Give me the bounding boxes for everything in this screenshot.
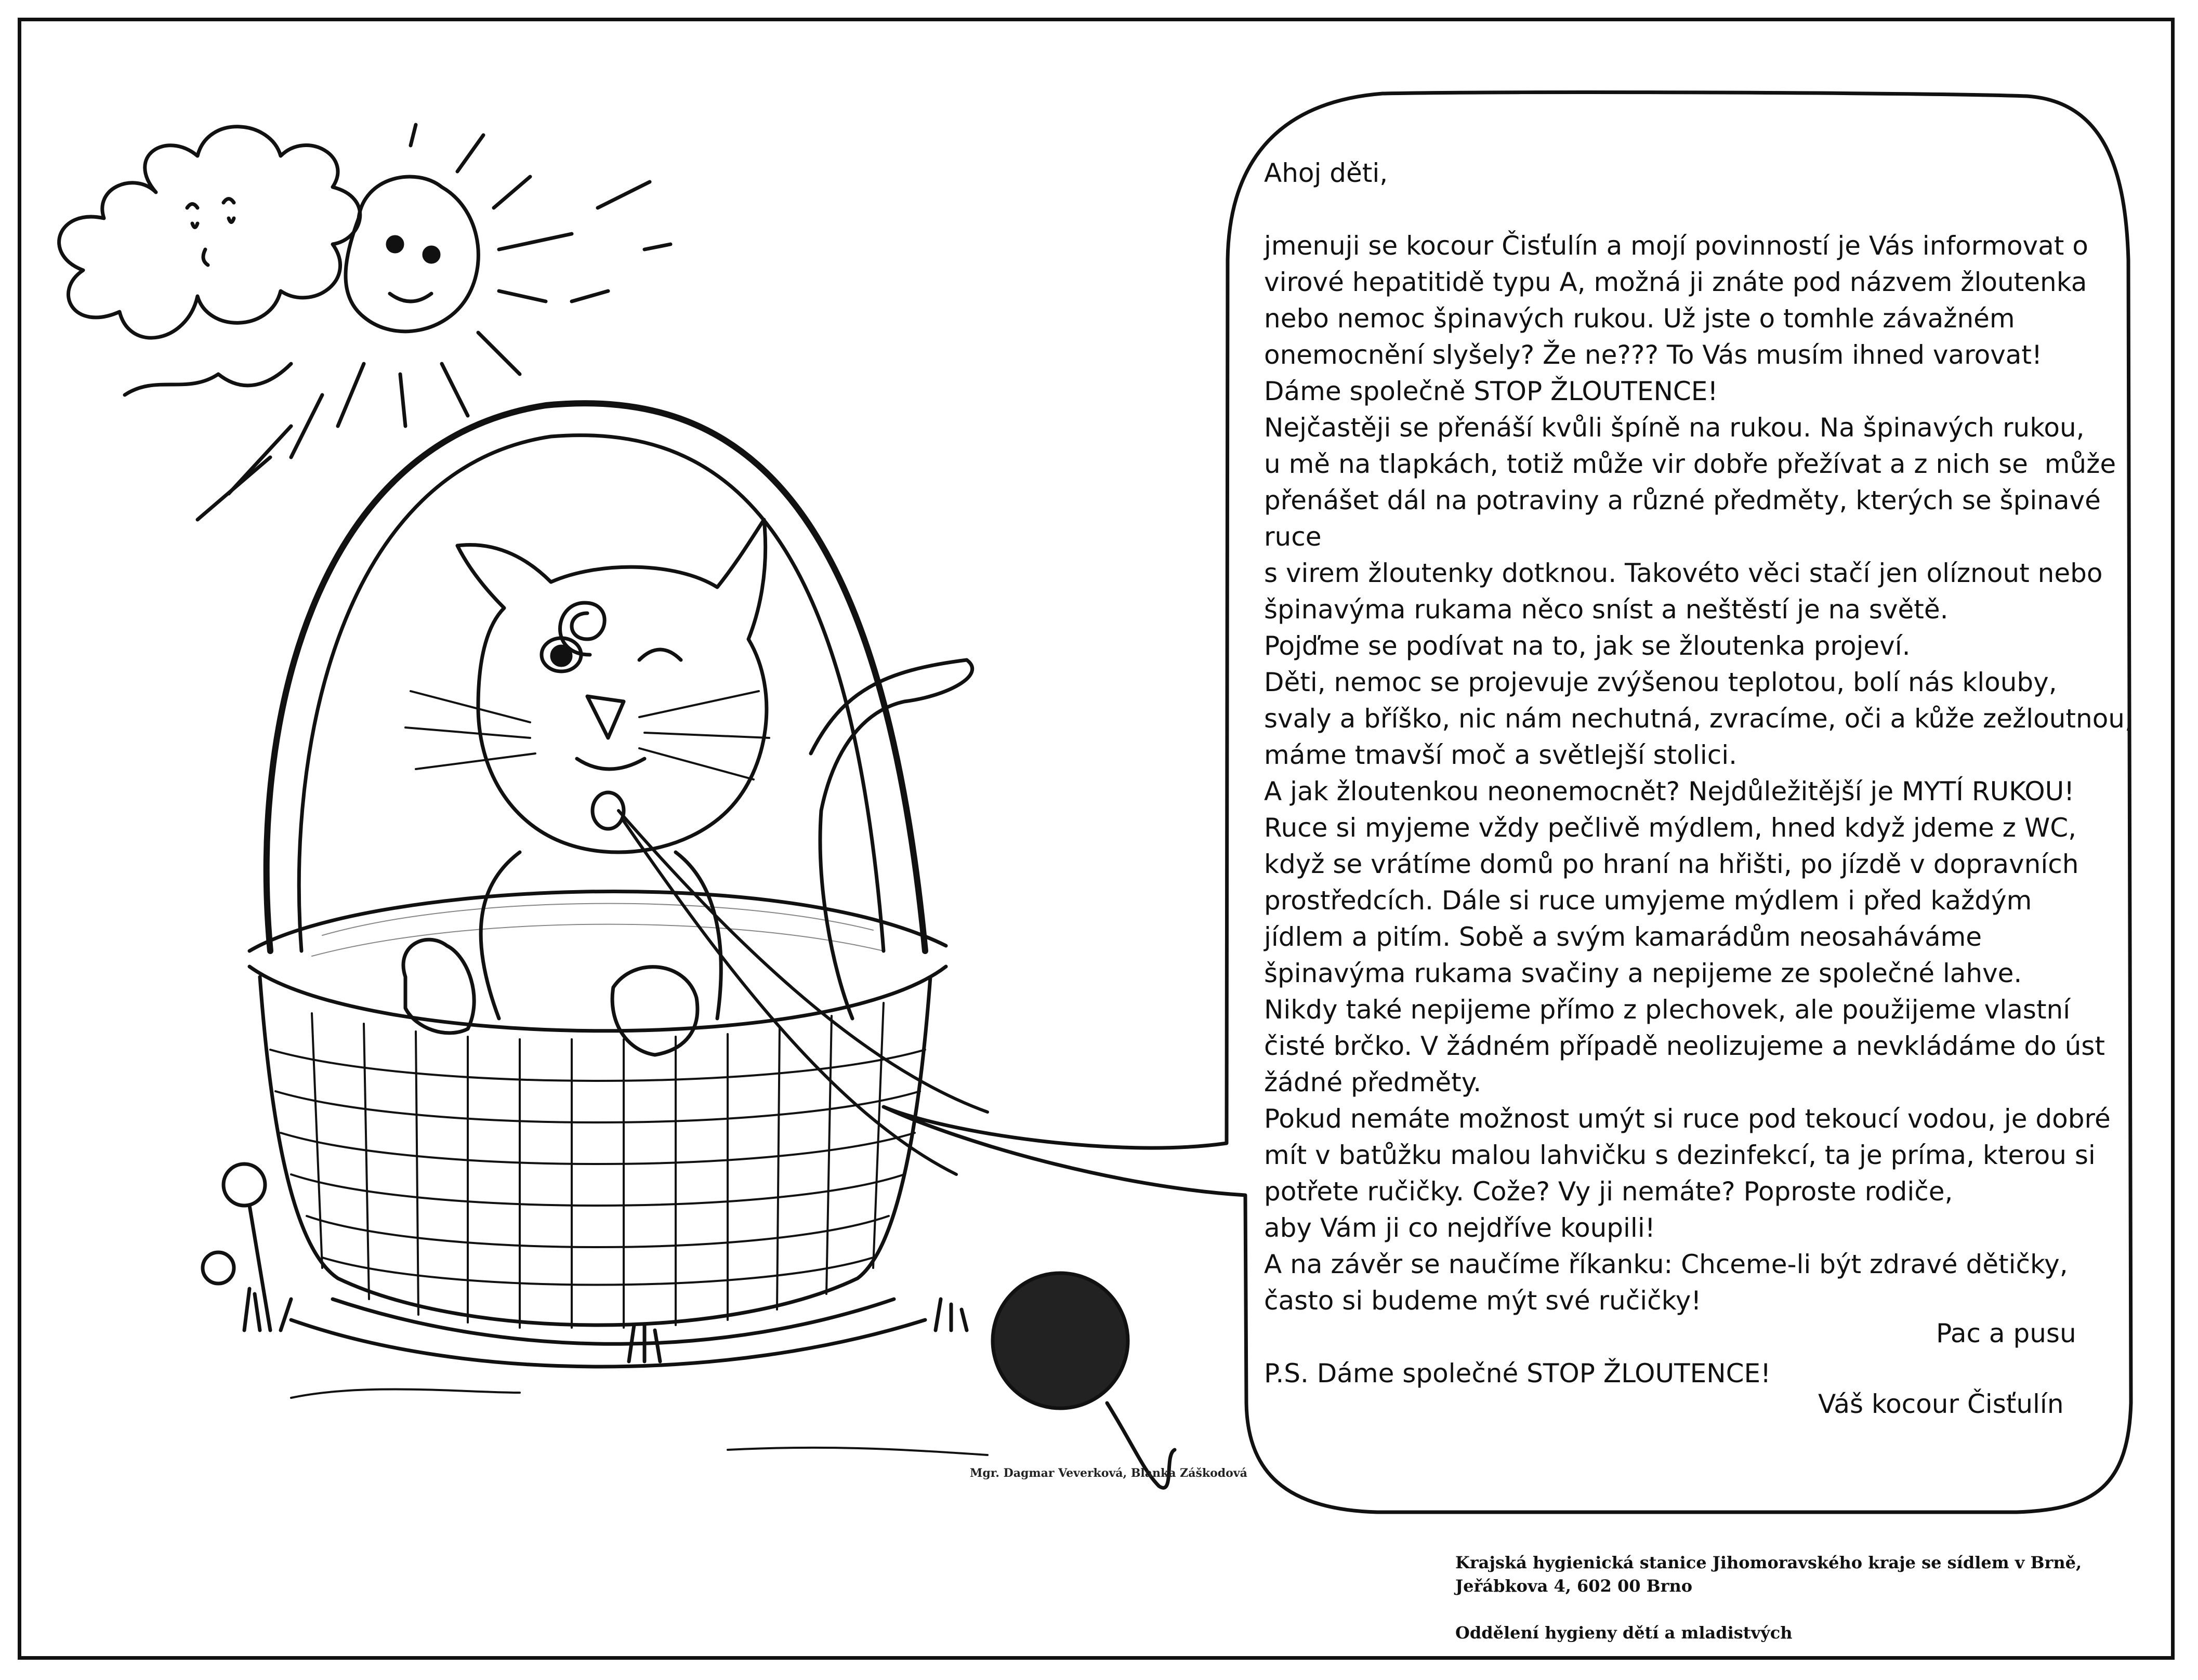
cat-paw-right (612, 967, 697, 1055)
letter-line: jídlem a pitím. Sobě a svým kamarádům neosaháváme (1264, 922, 1982, 952)
yarn-ball (993, 1273, 1128, 1408)
letter-line: svaly a bříško, nic nám nechutná, zvracíme, oči a kůže zežloutnou, (1264, 704, 2133, 734)
cat-icon (403, 520, 988, 1174)
letter-line: aby Vám ji co nejdříve koupili! (1264, 1213, 1655, 1243)
basket-handle-outer (267, 403, 925, 951)
footer-line-2: Jeřábkova 4, 602 00 Brno (1455, 1576, 1693, 1596)
cat-head (457, 520, 767, 852)
footer-line-1: Krajská hygienická stanice Jihomoravského kraje se sídlem v Brně, (1455, 1553, 2082, 1572)
cat-body-right (676, 852, 721, 1018)
letter-line: A jak žloutenkou neonemocnět? Nejdůležitější je MYTÍ RUKOU! (1264, 776, 2075, 806)
yarn-ball-icon (993, 1273, 1175, 1488)
cat-nose (587, 696, 624, 738)
letter-ps: P.S. Dáme společné STOP ŽLOUTENCE! (1264, 1358, 1771, 1388)
footer-line-3: Oddělení hygieny dětí a mladistvých (1455, 1623, 1793, 1643)
authors-credit: Mgr. Dagmar Veverková, Blanka Záškodová (970, 1466, 1247, 1480)
flower-bottom (203, 1252, 234, 1284)
cloud-icon (59, 127, 360, 395)
cloud-lower-line (125, 364, 291, 395)
cloud-eye-right (229, 218, 234, 222)
sun-eye-right (424, 247, 439, 262)
footer-institution (1455, 1551, 2082, 1645)
letter-line: Pokud nemáte možnost umýt si ruce pod tekoucí vodou, je dobré (1264, 1104, 2111, 1134)
sun-icon (198, 125, 670, 520)
cat-mouth (577, 759, 644, 769)
letter-line: často si budeme mýt své ručičky! (1264, 1286, 1702, 1316)
letter-line: mít v batůžku malou lahvičku s dezinfekcí, ta je príma, kterou si (1264, 1140, 2096, 1170)
letter-line: Nikdy také nepijeme přímo z plechovek, ale použijeme vlastní (1264, 995, 2071, 1025)
letter-text (1264, 155, 2148, 1392)
letter-signature: Váš kocour Čisťulín (1818, 1389, 2064, 1419)
letter-line: Pojďme se podívat na to, jak se žloutenka projeví. (1264, 631, 1911, 661)
letter-closing: Pac a pusu (1936, 1318, 2076, 1348)
basket-lining-shading (312, 904, 884, 956)
letter-line: virové hepatitidě typu A, možná ji znáte pod názvem žloutenka (1264, 267, 2087, 297)
cat-tail (811, 660, 972, 1018)
basket-weave (270, 1003, 925, 1328)
letter-line: žádné předměty. (1264, 1067, 1482, 1097)
flower-top (223, 1164, 265, 1206)
letter-line: když se vrátíme domů po hraní na hřišti, po jízdě v dopravních (1264, 849, 2079, 879)
letter-line: čisté brčko. V žádném případě neolizujeme a nevkládáme do úst (1264, 1031, 2105, 1061)
cloud-mouth (203, 249, 208, 265)
letter-line: u mě na tlapkách, totiž může vir dobře přežívat a z nich se může (1264, 449, 2116, 479)
cat-eye-right-closed (639, 650, 681, 660)
letter-line: Dáme společně STOP ŽLOUTENCE! (1264, 376, 1718, 406)
cat-body-left (481, 852, 520, 1018)
letter-line: špinavýma rukama něco sníst a neštěstí je na světě. (1264, 594, 1949, 625)
basket-icon (249, 403, 946, 1367)
letter-line: onemocnění slyšely? Že ne??? To Vás musím ihned varovat! (1264, 340, 2043, 370)
flower-icon (203, 1164, 270, 1330)
letter-line: špinavýma rukama svačiny a nepijeme ze společné lahve. (1264, 958, 2022, 988)
cloud-eye-left (192, 223, 198, 228)
cloud-eyebrow-left (187, 204, 198, 208)
letter-line: s virem žloutenky dotknou. Takovéto věci stačí jen olíznout nebo (1264, 558, 2103, 588)
cat-paw-left (403, 940, 474, 1033)
cloud-eyebrow-right (223, 199, 234, 203)
letter-line: Ruce si myjeme vždy pečlivě mýdlem, hned když jdeme z WC, (1264, 813, 2077, 843)
sun-eye-left (388, 237, 402, 252)
cat-speech-line-1 (618, 811, 988, 1112)
ground-lines (291, 1389, 988, 1455)
letter-greeting: Ahoj děti, (1264, 158, 1388, 188)
letter-line: prostředcích. Dále si ruce umyjeme mýdlem i před každým (1264, 885, 2032, 916)
letter-line: máme tmavší moč a světlejší stolici. (1264, 740, 1737, 770)
letter-line: přenášet dál na potraviny a různé předměty, kterých se špinavé ruce (1264, 485, 2109, 552)
letter-line: A na závěr se naučíme říkanku: Chceme-li být zdravé dětičky, (1264, 1249, 2068, 1279)
sun-disc (346, 177, 478, 332)
cat-pupil-left (552, 646, 571, 665)
letter-line: jmenuji se kocour Čisťulín a mojí povinností je Vás informovat o (1264, 231, 2088, 261)
letter-line: Děti, nemoc se projevuje zvýšenou teplotou, bolí nás klouby, (1264, 667, 2057, 697)
cloud-outline (59, 127, 360, 338)
letter-line: nebo nemoc špinavých rukou. Už jste o tomhle závažném (1264, 303, 2015, 334)
basket-rim-bottom (249, 967, 946, 1031)
sun-mouth (390, 294, 431, 301)
letter-line: potřete ručičky. Cože? Vy ji nemáte? Poproste rodiče, (1264, 1176, 1953, 1207)
letter-line: Nejčastěji se přenáší kvůli špíně na rukou. Na špinavých rukou, (1264, 413, 2085, 443)
basket-handle-inner (299, 435, 884, 951)
